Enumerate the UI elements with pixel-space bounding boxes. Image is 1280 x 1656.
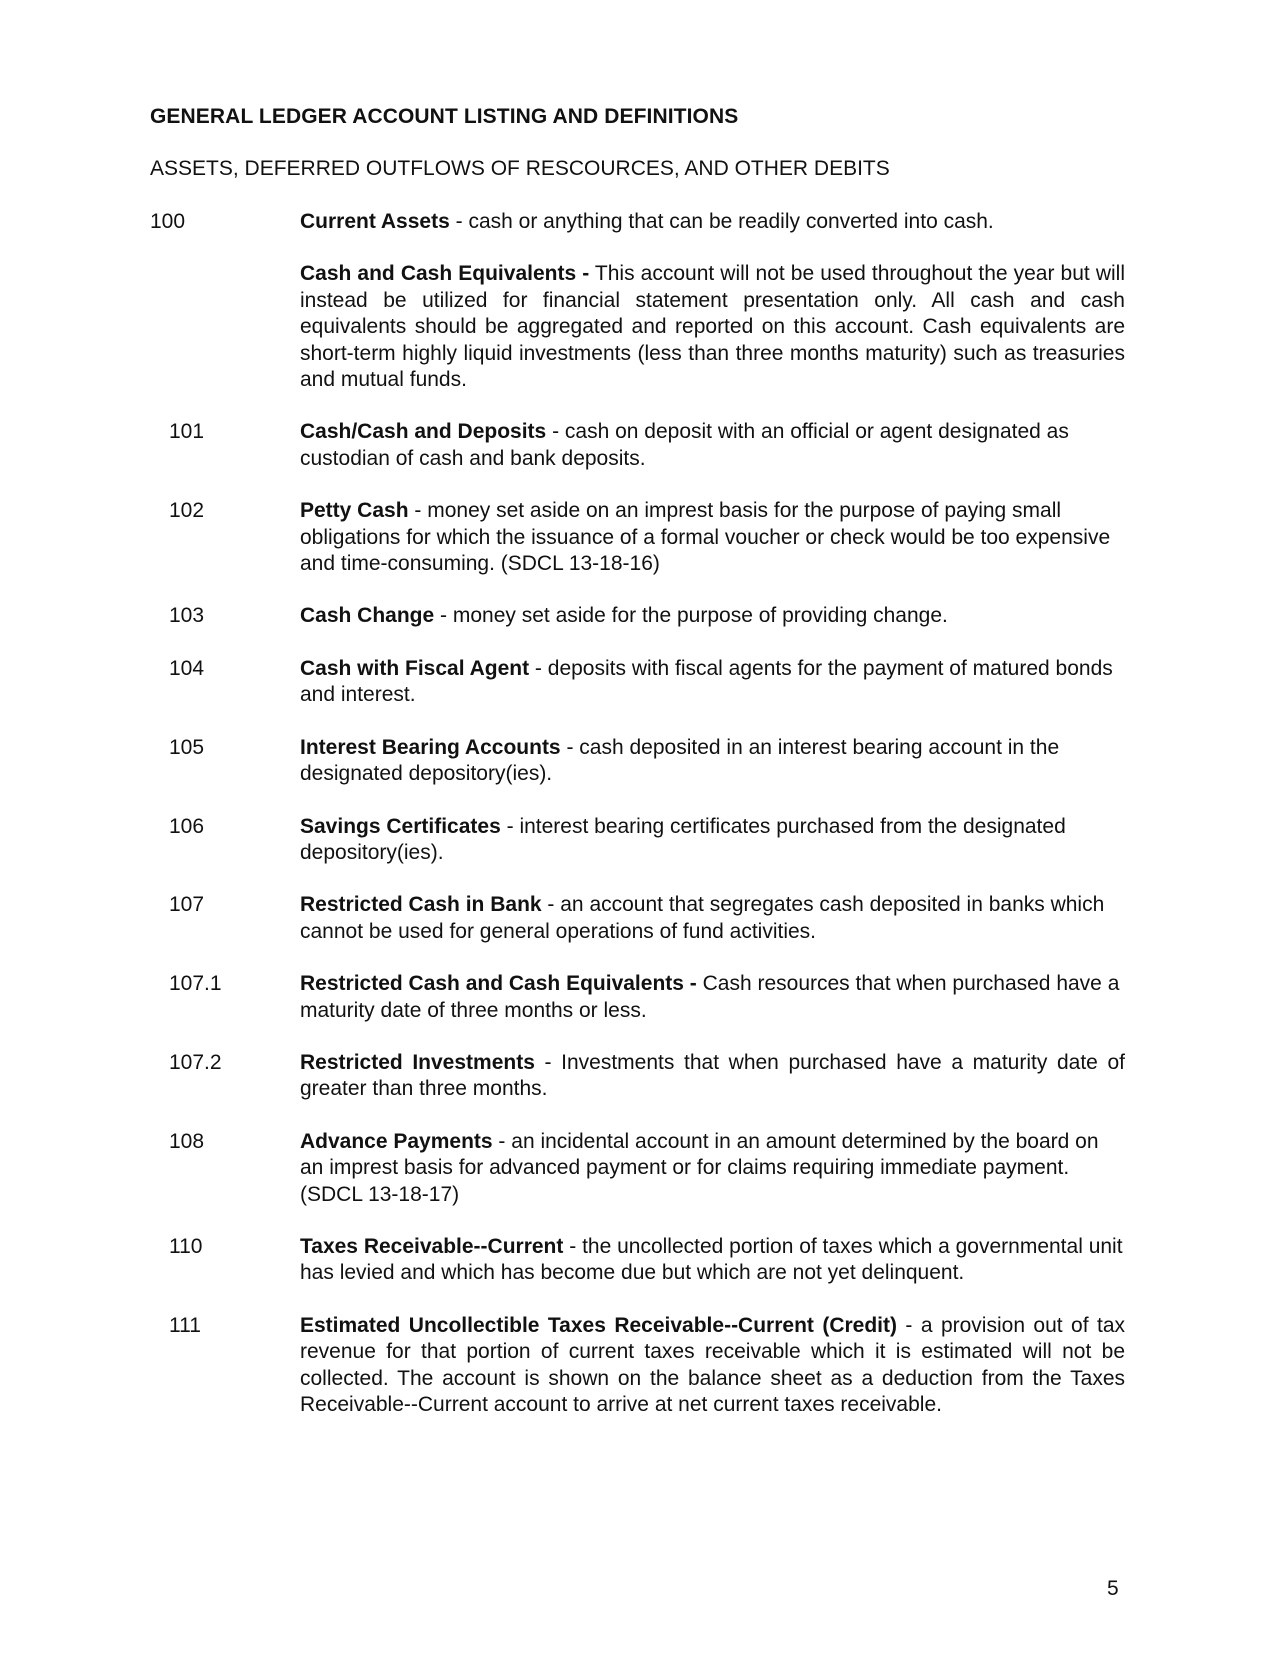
- account-definition: [300, 419, 1125, 472]
- term-separator: -: [541, 893, 561, 917]
- definition-text: Investments that when purchased have a maturity date of greater than three months.: [300, 1050, 1125, 1101]
- account-entry: [150, 814, 1125, 867]
- definition-text: the uncollected portion of taxes which a governmental unit has levied and which has become due but which are not yet delinquent.: [300, 1234, 1123, 1285]
- account-code: 104: [169, 656, 205, 680]
- section-heading: ASSETS, DEFERRED OUTFLOWS OF RESCOURCES, AND OTHER DEBITS: [150, 157, 890, 180]
- term-separator: -: [529, 656, 548, 680]
- account-entry: [150, 498, 1125, 577]
- definition-text: an incidental account in an amount determined by the board on an imprest basis for advanced payment or for claims requiring immediate payment. (SDCL 13-18-17): [300, 1129, 1099, 1206]
- account-definition: [300, 892, 1125, 945]
- account-code: 103: [169, 604, 205, 628]
- definition-text: Cash resources that when purchased have a maturity date of three months or less.: [300, 972, 1120, 1022]
- account-term: Restricted Investments: [300, 1050, 535, 1074]
- term-separator: -: [896, 1313, 921, 1337]
- definition-text: cash on deposit with an official or agent designated as custodian of cash and bank deposits.: [300, 420, 1069, 470]
- account-code: 107.2: [169, 1050, 222, 1074]
- account-definition: [300, 209, 1125, 235]
- account-definition: [300, 1050, 1125, 1103]
- account-term: Restricted Cash in Bank: [300, 893, 542, 917]
- definition-text: money set aside on an imprest basis for the purpose of paying small obligations for which the issuance of a formal voucher or check would be too expensive and time-consuming. (SDCL 13-18-16): [300, 499, 1111, 576]
- account-entry: [150, 1313, 1125, 1419]
- account-code: 101: [169, 420, 205, 444]
- account-term: Restricted Cash and Cash Equivalents -: [300, 972, 697, 996]
- term-separator: -: [408, 499, 428, 523]
- account-code: [150, 261, 300, 393]
- definition-text: an account that segregates cash deposited in banks which cannot be used for general operations of fund activities.: [300, 893, 1105, 943]
- document-title: GENERAL LEDGER ACCOUNT LISTING AND DEFINITIONS: [150, 105, 739, 128]
- definition-text: a provision out of tax revenue for that portion of current taxes receivable which it is estimated will not be collected. The account is shown on the balance sheet as a deduction from the Taxes Receivable--Current account to arrive at net current taxes receivable.: [300, 1313, 1125, 1416]
- account-term: Cash and Cash Equivalents -: [300, 262, 590, 286]
- term-separator: -: [434, 604, 453, 628]
- account-entry: [150, 603, 1125, 629]
- account-code: 105: [169, 735, 205, 759]
- term-separator: -: [560, 735, 580, 759]
- account-definition: [300, 498, 1125, 577]
- account-definition: [300, 1313, 1125, 1419]
- account-definition: [300, 1129, 1125, 1208]
- term-separator: -: [500, 814, 520, 838]
- account-term: Petty Cash: [300, 499, 409, 523]
- account-code: 106: [169, 814, 205, 838]
- account-term: Interest Bearing Accounts: [300, 735, 561, 759]
- account-code: 100: [150, 210, 186, 233]
- account-entry: [150, 892, 1125, 945]
- account-code: 110: [169, 1234, 203, 1258]
- account-term: Taxes Receivable--Current: [300, 1234, 564, 1258]
- definition-text: interest bearing certificates purchased from the designated depository(ies).: [300, 814, 1066, 864]
- account-definition: [300, 735, 1125, 788]
- definition-text: This account will not be used throughout the year but will instead be utilized for financial statement presentation only. All cash and cash equivalents should be aggregated and reported on this account. Cash equivalents are short-term highly liquid investments (less than three months maturity) such as treasuries and mutual funds.: [300, 262, 1125, 392]
- account-definition: [300, 814, 1125, 867]
- term-separator: -: [492, 1129, 512, 1153]
- account-code: 107.1: [169, 972, 222, 996]
- account-definition-list: [150, 209, 1125, 1444]
- account-definition: [300, 603, 1125, 629]
- account-entry: [150, 1050, 1125, 1103]
- account-entry: [150, 1234, 1125, 1287]
- account-term: Cash with Fiscal Agent: [300, 656, 530, 680]
- account-entry: [150, 261, 1125, 393]
- account-code: 107: [169, 893, 205, 917]
- account-term: Cash/Cash and Deposits: [300, 420, 547, 444]
- account-definition: [300, 1234, 1125, 1287]
- term-separator: -: [563, 1234, 583, 1258]
- term-separator: -: [546, 420, 565, 444]
- page-number: 5: [1107, 1577, 1119, 1600]
- account-entry: [150, 1129, 1125, 1208]
- definition-text: cash or anything that can be readily converted into cash.: [468, 210, 994, 233]
- account-entry: [150, 656, 1125, 709]
- definition-text: cash deposited in an interest bearing account in the designated depository(ies).: [300, 735, 1060, 786]
- account-term: Savings Certificates: [300, 814, 501, 838]
- account-entry: [150, 419, 1125, 472]
- account-term: Current Assets: [300, 210, 450, 233]
- account-entry: [150, 971, 1125, 1024]
- account-entry: [150, 209, 1125, 235]
- account-term: Cash Change: [300, 604, 435, 628]
- term-separator: -: [449, 210, 469, 233]
- account-code: 102: [169, 499, 205, 523]
- account-entry: [150, 735, 1125, 788]
- definition-text: deposits with fiscal agents for the payment of matured bonds and interest.: [300, 656, 1113, 707]
- account-code: 111: [169, 1313, 201, 1337]
- account-definition: [300, 656, 1125, 709]
- account-definition: [300, 261, 1125, 393]
- term-separator: -: [534, 1050, 562, 1074]
- account-term: Estimated Uncollectible Taxes Receivable--Current (Credit): [300, 1313, 897, 1337]
- account-term: Advance Payments: [300, 1129, 493, 1153]
- definition-text: money set aside for the purpose of providing change.: [452, 604, 948, 628]
- account-definition: [300, 971, 1125, 1024]
- account-code: 108: [169, 1129, 205, 1153]
